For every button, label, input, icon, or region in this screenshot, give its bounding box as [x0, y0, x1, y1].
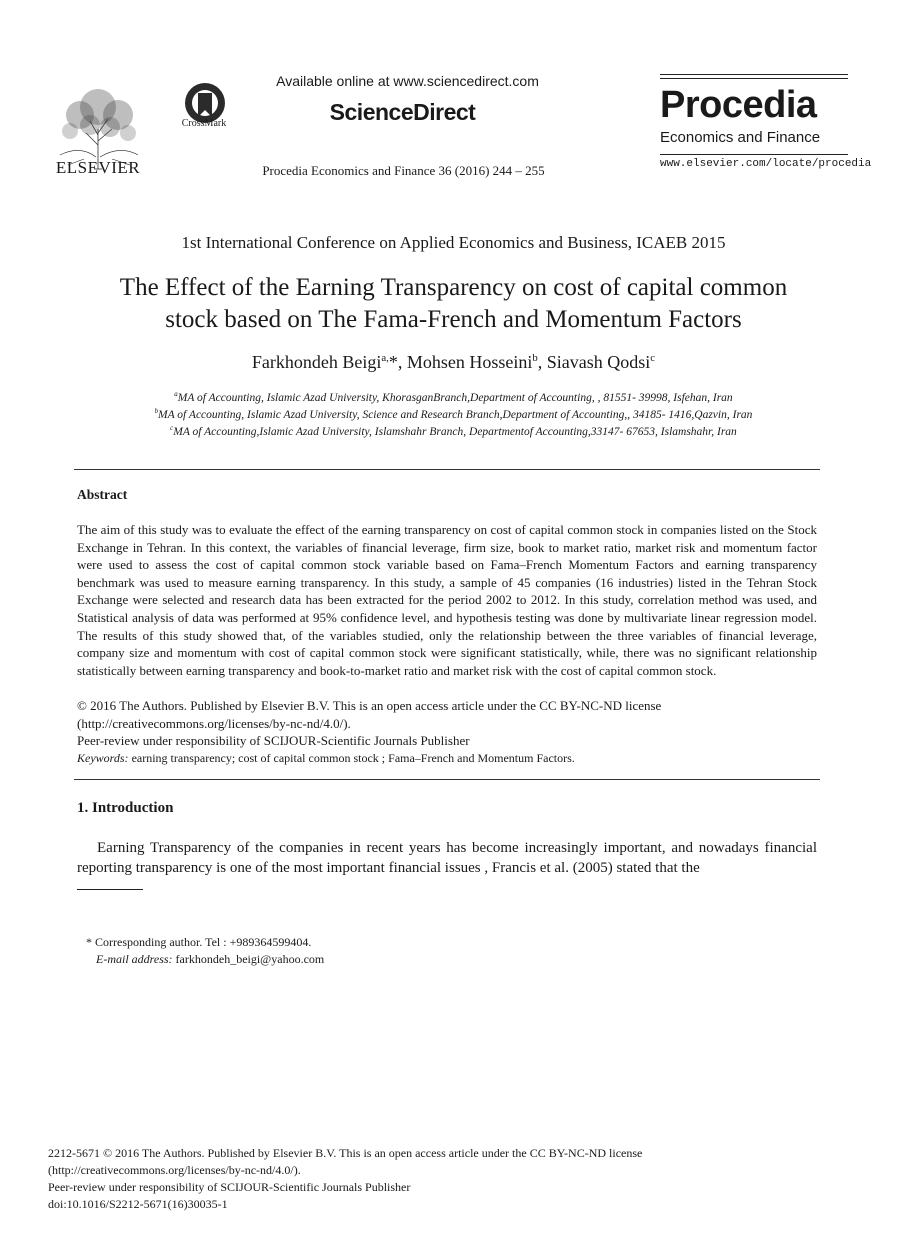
keywords-text: earning transparency; cost of capital common stock ; Fama–French and Momentum Factors. — [128, 750, 575, 765]
keywords-line — [77, 750, 817, 768]
license-link[interactable]: (http://creativecommons.org/licenses/by-nc-nd/4.0/). — [77, 715, 351, 731]
author-name: Siavash Qodsi — [546, 352, 651, 372]
paper-title-line-2: stock based on The Fama-French and Momentum Factors — [165, 306, 742, 333]
footer-issn-line: 2212-5671 © 2016 The Authors. Published by Elsevier B.V. This is an open access article under the CC BY-NC-ND license — [48, 1146, 643, 1160]
procedia-subtitle: Economics and Finance — [660, 129, 821, 146]
paper-title-line-1: The Effect of the Earning Transparency on cost of capital common — [119, 274, 788, 301]
available-online-text: Available online at www.sciencedirect.com — [276, 73, 539, 89]
peer-review-line: Peer-review under responsibility of SCIJOUR-Scientific Journals Publisher — [77, 733, 470, 749]
email-line — [86, 951, 324, 968]
author-affiliation-mark: b — [532, 352, 538, 364]
corresponding-mark: * — [388, 352, 398, 372]
crossmark-label: CrossMark — [181, 118, 227, 129]
footer-license-link[interactable]: (http://creativecommons.org/licenses/by-nc-nd/4.0/). — [48, 1163, 301, 1177]
email-label: E-mail address: — [96, 952, 173, 966]
footer-peer-review-line: Peer-review under responsibility of SCIJOUR-Scientific Journals Publisher — [48, 1180, 411, 1194]
corresponding-author-line: * Corresponding author. Tel : +989364599404. — [86, 935, 312, 949]
conference-name: 1st International Conference on Applied Economics and Business, ICAEB 2015 — [181, 233, 726, 252]
affiliation-list — [60, 390, 847, 441]
author-name: Mohsen Hosseini — [406, 352, 533, 372]
divider-top — [74, 469, 820, 470]
journal-reference: Procedia Economics and Finance 36 (2016) 244 – 255 — [262, 163, 545, 178]
introduction-heading: 1. Introduction — [77, 800, 174, 816]
author-list: Farkhondeh Beigi$^{a,}$*, Mohsen Hosseini$^b$, Siavash Qodsi$^c$ — [251, 352, 656, 372]
affiliation-item: $^a$MA of Accounting, Islamic Azad University, KhorasganBranch,Department of Accounting, , 81551- 39998, Isfehan, Iran — [174, 391, 733, 404]
keywords-label: Keywords: — [77, 750, 129, 765]
affiliation-item: $^b$MA of Accounting, Islamic Azad University, Science and Research Branch,Department of Accounting,, 34185- 1416,Qazvin, Iran — [154, 408, 753, 421]
journal-url-link[interactable]: www.elsevier.com/locate/procedia — [660, 158, 872, 170]
affiliation-item: $^c$MA of Accounting,Islamic Azad University, Islamshahr Branch, Departmentof Accounting,33147- 67653, Islamshahr, Iran — [170, 425, 737, 438]
author-name: Farkhondeh Beigi — [251, 352, 382, 372]
copyright-line: © 2016 The Authors. Published by Elsevier B.V. This is an open access article under the CC BY-NC-ND license — [77, 698, 662, 713]
abstract-license — [77, 697, 817, 767]
footer-doi[interactable]: doi:10.1016/S2212-5671(16)30035-1 — [48, 1197, 228, 1211]
author-affiliation-mark: c — [650, 352, 656, 364]
abstract-heading: Abstract — [77, 487, 128, 502]
divider-bottom — [74, 779, 820, 780]
page-footer — [48, 1145, 642, 1213]
email-link[interactable]: farkhondeh_beigi@yahoo.com — [172, 952, 325, 966]
author-affiliation-mark: a, — [381, 352, 389, 364]
paper-title — [60, 272, 847, 336]
footnote-rule — [77, 889, 143, 890]
procedia-name: Procedia — [660, 84, 817, 126]
introduction-paragraph: Earning Transparency of the companies in recent years has become increasingly important, and nowadays financial reporting transparency is one of the most important financial issues , Francis et al. (2005) stated that the — [77, 840, 817, 876]
publisher-name: ELSEVIER — [55, 158, 141, 177]
procedia-brand-box — [660, 74, 872, 170]
sciencedirect-brand: ScienceDirect — [329, 99, 476, 125]
abstract-body: The aim of this study was to evaluate the effect of the earning transparency on cost of capital common stock in companies listed on the Stock Exchange in Tehran. In this context, the variables of financial leverage, firm size, book to market ratio, market risk and momentum factor were used to assess the cost of capital common stock variable based on Fama–French Momentum Factors and earning transparency benchmark was used to measure earning transparency. In this study, a sample of 45 companies (16 industries) listed in the Tehran Stock Exchange were selected and research data has been extracted for the period 2002 to 2012. In this study, correlation method was used, and Statistical analysis of data was performed at 95% confidence level, and hypothesis testing was done by multivariate linear regression model. The results of this study showed that, of the variables studied, only the relationship between the three variables of financial leverage, company size and momentum with cost of capital common stock were significant statistically, while, there was no significant relationship statistically between earning transparency and book-to-market ratio and market risk with the cost of capital common stock. — [77, 522, 817, 678]
corresponding-author-footnote — [86, 934, 324, 968]
